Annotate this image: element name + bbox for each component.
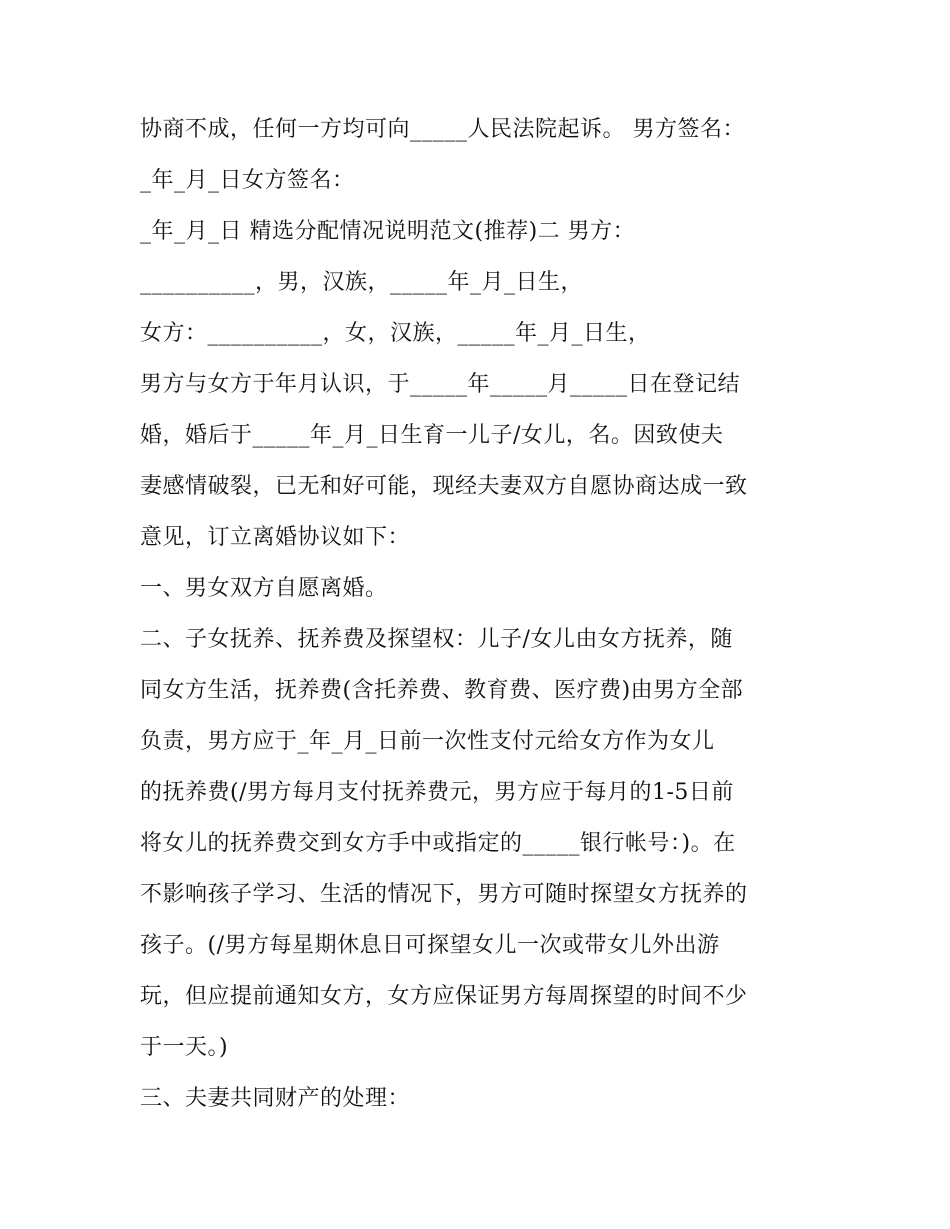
text-line: 负责，男方应于_年_月_日前一次性支付元给女方作为女儿 xyxy=(140,729,715,754)
text-line: 女方：__________，女，汉族，_____年_月_日生， xyxy=(140,321,651,346)
text-line: 妻感情破裂，已无和好可能，现经夫妻双方自愿协商达成一致 xyxy=(140,474,748,499)
text-line: 玩，但应提前通知女方，女方应保证男方每周探望的时间不少 xyxy=(140,984,748,1009)
text-line: 婚，婚后于_____年_月_日生育一儿子/女儿，名。因致使夫 xyxy=(140,423,724,448)
text-line: 将女儿的抚养费交到女方手中或指定的_____银行帐号：)。在 xyxy=(140,831,736,856)
text-line: 一、男女双方自愿离婚。 xyxy=(140,576,388,601)
text-line: 孩子。(/男方每星期休息日可探望女儿一次或带女儿外出游 xyxy=(140,933,720,958)
text-line: _年_月_日 精选分配情况说明范文(推荐)二 男方： xyxy=(140,219,636,244)
text-line: 男方与女方于年月认识，于_____年_____月_____日在登记结 xyxy=(140,372,741,397)
text-line: __________，男，汉族，_____年_月_日生， xyxy=(140,270,584,295)
text-line: 意见，订立离婚协议如下： xyxy=(140,525,411,550)
text-line: 二、子女抚养、抚养费及探望权：儿子/女儿由女方抚养，随 xyxy=(140,627,733,652)
text-line: _年_月_日女方签名： xyxy=(140,168,355,193)
text-line: 的抚养费(/男方每月支付抚养费元，男方应于每月的1-5日前 xyxy=(140,780,734,805)
document-body xyxy=(140,104,820,1124)
text-line: 于一天。) xyxy=(140,1035,229,1060)
text-line: 三、夫妻共同财产的处理： xyxy=(140,1086,411,1111)
text-line: 同女方生活，抚养费(含托养费、教育费、医疗费)由男方全部 xyxy=(140,678,744,703)
text-line: 协商不成，任何一方均可向_____人民法院起诉。 男方签名： xyxy=(140,117,745,142)
text-line: 不影响孩子学习、生活的情况下，男方可随时探望女方抚养的 xyxy=(140,882,748,907)
